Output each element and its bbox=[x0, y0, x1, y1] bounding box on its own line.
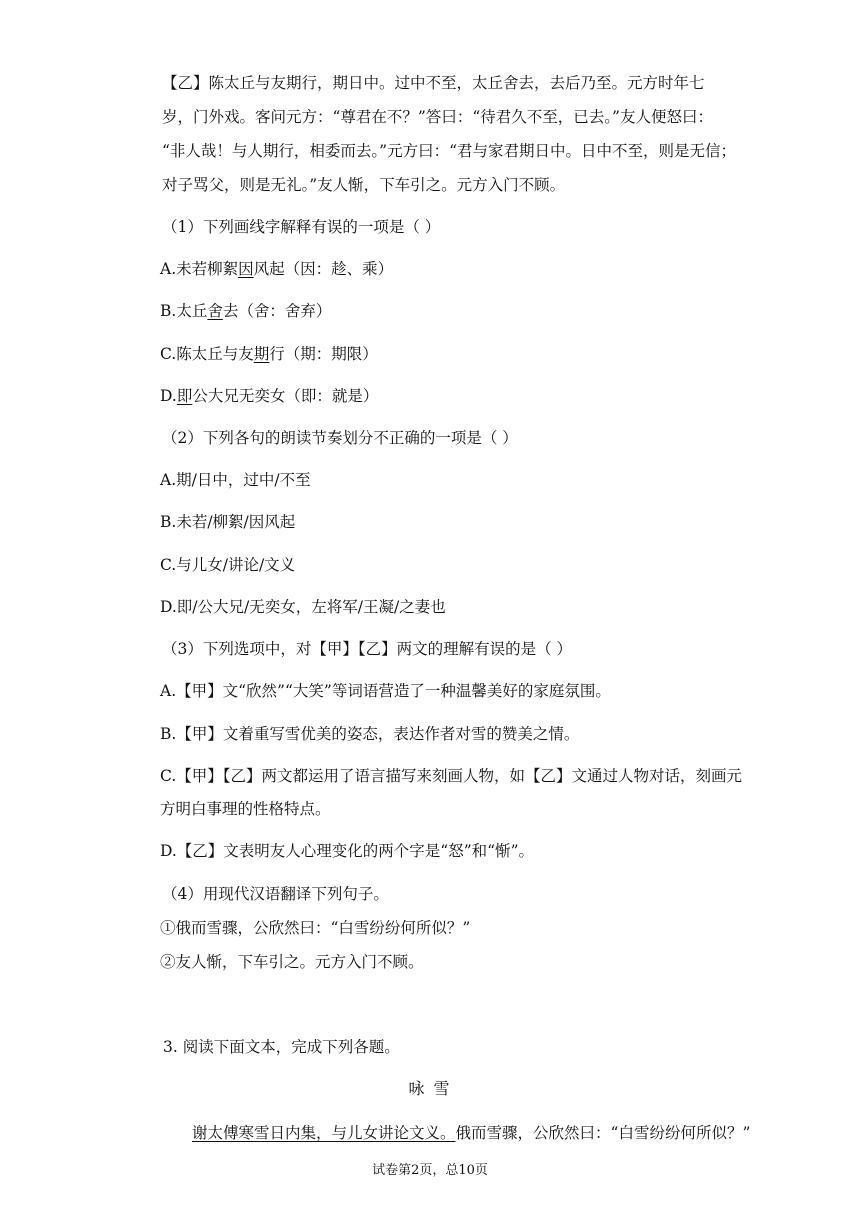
option-text: B.太丘 bbox=[160, 302, 208, 320]
page-footer: 试卷第2页，总10页 bbox=[372, 1163, 488, 1178]
question-3-option-d: D.【乙】文表明友人心理变化的两个字是“怒”和“惭”。 bbox=[160, 842, 534, 860]
question-3-stem: （3）下列选项中，对【甲】【乙】两文的理解有误的是（ ） bbox=[162, 640, 573, 658]
question-4-stem: （4）用现代汉语翻译下列句子。 bbox=[162, 885, 389, 903]
question-3-option-c-line-2: 方明白事理的性格特点。 bbox=[160, 800, 331, 818]
option-text: D. bbox=[160, 387, 177, 405]
passage-yi-line-3: “非人哉！与人期行，相委而去。”元方曰：“君与家君期日中。日中不至，则是无信； bbox=[162, 142, 737, 160]
question-3-option-b: B.【甲】文着重写雪优美的姿态，表达作者对雪的赞美之情。 bbox=[160, 725, 580, 743]
underlined-char: 舍 bbox=[207, 302, 223, 320]
question-2-option-d: D.即/公大兄/无奕女，左将军/王凝/之妻也 bbox=[160, 598, 446, 616]
question-2-stem: （2）下列各句的朗读节奏划分不正确的一项是（ ） bbox=[162, 429, 518, 447]
option-text: 去（舍：舍弃） bbox=[222, 302, 332, 320]
passage-text: 俄而雪骤，公欣然曰：“白雪纷纷何所似？” bbox=[455, 1124, 751, 1142]
option-text: 行（期：期限） bbox=[269, 345, 378, 363]
poem-title: 咏 雪 bbox=[408, 1079, 452, 1098]
question-4-sentence-2: ②友人惭，下车引之。元方入门不顾。 bbox=[160, 953, 424, 971]
question-3-option-a: A.【甲】文“欣然”“大笑”等词语营造了一种温馨美好的家庭氛围。 bbox=[160, 682, 611, 700]
question-1-stem: （1）下列画线字解释有误的一项是（ ） bbox=[162, 218, 441, 236]
underlined-sentence: 谢太傅寒雪日内集，与儿女讲论文义。 bbox=[192, 1124, 456, 1142]
passage-yi-line-2: 岁，门外戏。客问元方：“尊君在不？”答曰：“待君久不至，已去。”友人便怒曰： bbox=[162, 108, 713, 126]
question-2-option-a: A.期/日中，过中/不至 bbox=[160, 471, 311, 489]
question-3-option-c-line-1: C.【甲】【乙】两文都运用了语言描写来刻画人物，如【乙】文通过人物对话，刻画元 bbox=[160, 767, 742, 785]
question-1-option-b bbox=[160, 300, 331, 322]
question-2-option-c: C.与儿女/讲论/文义 bbox=[160, 556, 296, 574]
section-3-heading: 3. 阅读下面文本，完成下列各题。 bbox=[163, 1038, 400, 1056]
passage-jia-line-1 bbox=[192, 1122, 750, 1144]
option-text: 公大兄无奕女（即：就是） bbox=[192, 387, 379, 405]
passage-yi-line-1: 【乙】陈太丘与友期行，期日中。过中不至，太丘舍去，去后乃至。元方时年七 bbox=[162, 74, 705, 92]
question-1-option-a bbox=[160, 258, 393, 280]
option-text: C.陈太丘与友 bbox=[160, 345, 254, 363]
option-text: 风起（因：趁、乘） bbox=[253, 260, 394, 278]
underlined-char: 期 bbox=[253, 345, 270, 363]
passage-yi-line-4: 对子骂父，则是无礼。”友人惭，下车引之。元方入门不顾。 bbox=[162, 176, 566, 194]
underlined-char: 即 bbox=[176, 387, 193, 405]
question-2-option-b: B.未若/柳絮/因风起 bbox=[160, 513, 296, 531]
option-text: A.未若柳絮 bbox=[160, 260, 239, 278]
question-1-option-c bbox=[160, 343, 378, 365]
question-1-option-d bbox=[160, 385, 378, 407]
underlined-char: 因 bbox=[238, 260, 254, 278]
question-4-sentence-1: ①俄而雪骤，公欣然曰：“白雪纷纷何所似？” bbox=[160, 919, 471, 937]
